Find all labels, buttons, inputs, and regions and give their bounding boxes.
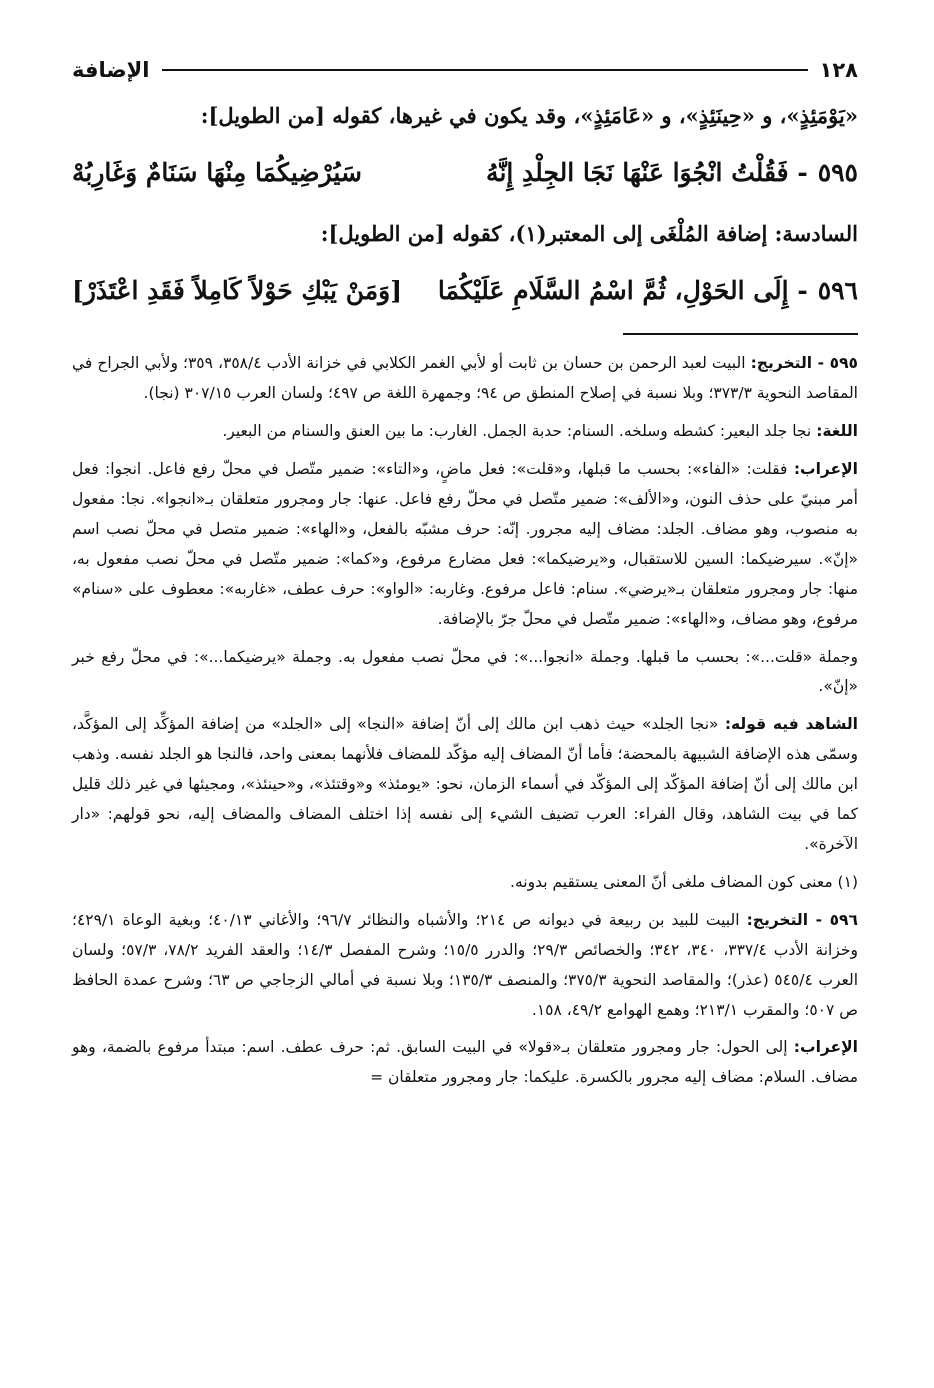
intro-line: «يَوْمَئِذٍ»، و «حِينَئِذٍ»، و «عَامَئِذٍ»، وقد يكون في غيرها، كقوله [من الطويل]: [200,103,858,128]
note-596-takhrij [72,906,858,1026]
page-number: ١٢٨ [819,58,858,82]
note-595-irab [72,455,858,634]
note-595-shahid [72,710,858,860]
verse-595 [72,149,858,198]
main-text [72,96,858,315]
note-text: «نجا الجلد» حيث ذهب ابن مالك إلى أنّ إضافة «النجا» إلى «الجلد» من إضافة المؤكِّد إلى المؤكَّد، وسمّى هذه الإضافة الشبيهة بالمحضة؛ فأما أنّ المضاف إليه مؤكّد للمضاف فلأنهما بمعنى واحد، فالنجا هو الجلد نفسه. وذهب ابن مالك إلى أنّ إضافة المؤكّد إلى المؤكّد في أسماء الزمان، نحو: «يومئذ» و«وقتئذ»، و«حينئذ»، ومجيئها في غير ذلك قليل كما في بيت الشاهد، وقال الفراء: العرب تضيف الشيء إلى نفسه إذا اختلف المضاف والمضاف إليه، نحو قولهم: «دار الآخرة». [72,715,858,853]
verse-596 [72,267,858,316]
note-label: ٥٩٥ - التخريج: [750,354,858,373]
note-595-takhrij [72,349,858,409]
verse-hemistich-1: - إِلَى الحَوْلِ، ثُمَّ اسْمُ السَّلَامِ عَلَيْكُمَا [437,275,808,305]
note-text: البيت للبيد بن ربيعة في ديوانه ص ٢١٤؛ والأشباه والنظائر ٩٦/٧؛ والأغاني ٤٠/١٣؛ وبغية الوعاة ٤٢٩/١؛ وخزانة الأدب ٣٣٧/٤، ٣٤٠، ٣٤٢؛ والخصائص ٢٩/٣؛ والدرر ١٥/٥؛ وشرح المفصل ١٤/٣؛ والعقد الفريد ٧٨/٢، ٥٧/٣؛ ولسان العرب ٥٤٥/٤ (عذر)؛ والمقاصد النحوية ٣٧٥/٣؛ والمنصف ١٣٥/٣؛ وبلا نسبة في أمالي الزجاجي ص ٦٣؛ وشرح عمدة الحافظ ص ٥٠٧؛ والمقرب ٢١٣/١؛ وهمع الهوامع ٤٩/٢، ١٥٨. [72,910,858,1019]
verse-hemistich-2: [وَمَنْ يَبْكِ حَوْلاً كَامِلاً فَقَدِ اعْتَذَرْ] [72,275,403,305]
running-header [72,52,858,88]
note-595-lugha [72,417,858,447]
sixth-type-line: السادسة: إضافة المُلْغَى إلى المعتبر(١)، كقوله [من الطويل]: [320,220,858,246]
verse-hemistich-2: سَيُرْضِيكُمَا مِنْهَا سَنَامٌ وَغَارِبُهْ [72,157,362,187]
note-label: الشاهد فيه قوله: [724,715,858,734]
footnote: (١) معنى كون المضاف ملغى أنّ المعنى يستقيم بدونه. [510,872,858,891]
note-text: فقلت: «الفاء»: بحسب ما قبلها، و«قلت»: فعل ماضٍ، و«التاء»: ضمير متّصل في محلّ رفع فاعل. انجوا: فعل أمر مبنيّ على حذف النون، و«الألف»: ضمير متّصل في محلّ رفع فاعل. عنها: جار ومجرور متعلقان بـ«انجوا». نجا: مفعول به منصوب، وهو مضاف. الجلد: مضاف إليه مجرور. إنّه: حرف مشبّه بالفعل، و«الهاء»: ضمير متصل في محلّ نصب اسم «إنّ». سيرضيكما: السين للاستقبال، و«يرضيكما»: فعل مضارع مرفوع، و«كما»: ضمير متّصل في محلّ نصب مفعول به، منها: جار ومجرور متعلقان بـ«يرضي». سنام: فاعل مرفوع. وغاربه: «الواو»: حرف عطف، «غاربه»: معطوف على «سنام» مرفوع، وهو مضاف، و«الهاء»: ضمير متّصل في محلّ جرّ بالإضافة. [72,460,858,628]
header-rule [162,69,808,71]
note-label: الإعراب: [793,1038,858,1057]
verse-number: ٥٩٥ [817,157,858,187]
notes-section [72,349,858,1093]
note-596-irab [72,1033,858,1093]
note-text: نجا جلد البعير: كشطه وسلخه. السنام: حدبة الجمل. الغارب: ما بين العنق والسنام من البعير. [222,422,812,441]
notes-separator [623,333,858,335]
note-label: الإعراب: [793,460,858,479]
verse-number: ٥٩٦ [817,275,858,305]
running-title: الإضافة [72,58,150,82]
note-text: إلى الحول: جار ومجرور متعلقان بـ«قولا» في البيت السابق. ثم: حرف عطف. اسم: مبتدأ مرفوع بالضمة، وهو مضاف. السلام: مضاف إليه مجرور بالكسرة. عليكما: جار ومجرور متعلقان = [72,1038,858,1087]
verse-hemistich-1: - فَقُلْتُ انْجُوَا عَنْهَا نَجَا الجِلْدِ إِنَّهُ [486,157,808,187]
note-595-jumal: وجملة «قلت...»: بحسب ما قبلها. وجملة «انجوا...»: في محلّ نصب مفعول به. وجملة «يرضيكما...»: في محلّ رفع خبر «إنّ». [72,647,858,696]
note-label: اللغة: [816,422,858,441]
note-label: ٥٩٦ - التخريج: [746,910,858,929]
note-text: البيت لعبد الرحمن بن حسان بن ثابت أو لأبي الغمر الكلابي في خزانة الأدب ٣٥٨/٤، ٣٥٩؛ ولأبي الجراح في المقاصد النحوية ٣٧٣/٣؛ وبلا نسبة في إصلاح المنطق ص ٩٤؛ وجمهرة اللغة ص ٤٩٧؛ ولسان العرب ٣٠٧/١٥ (نجا). [72,354,858,403]
